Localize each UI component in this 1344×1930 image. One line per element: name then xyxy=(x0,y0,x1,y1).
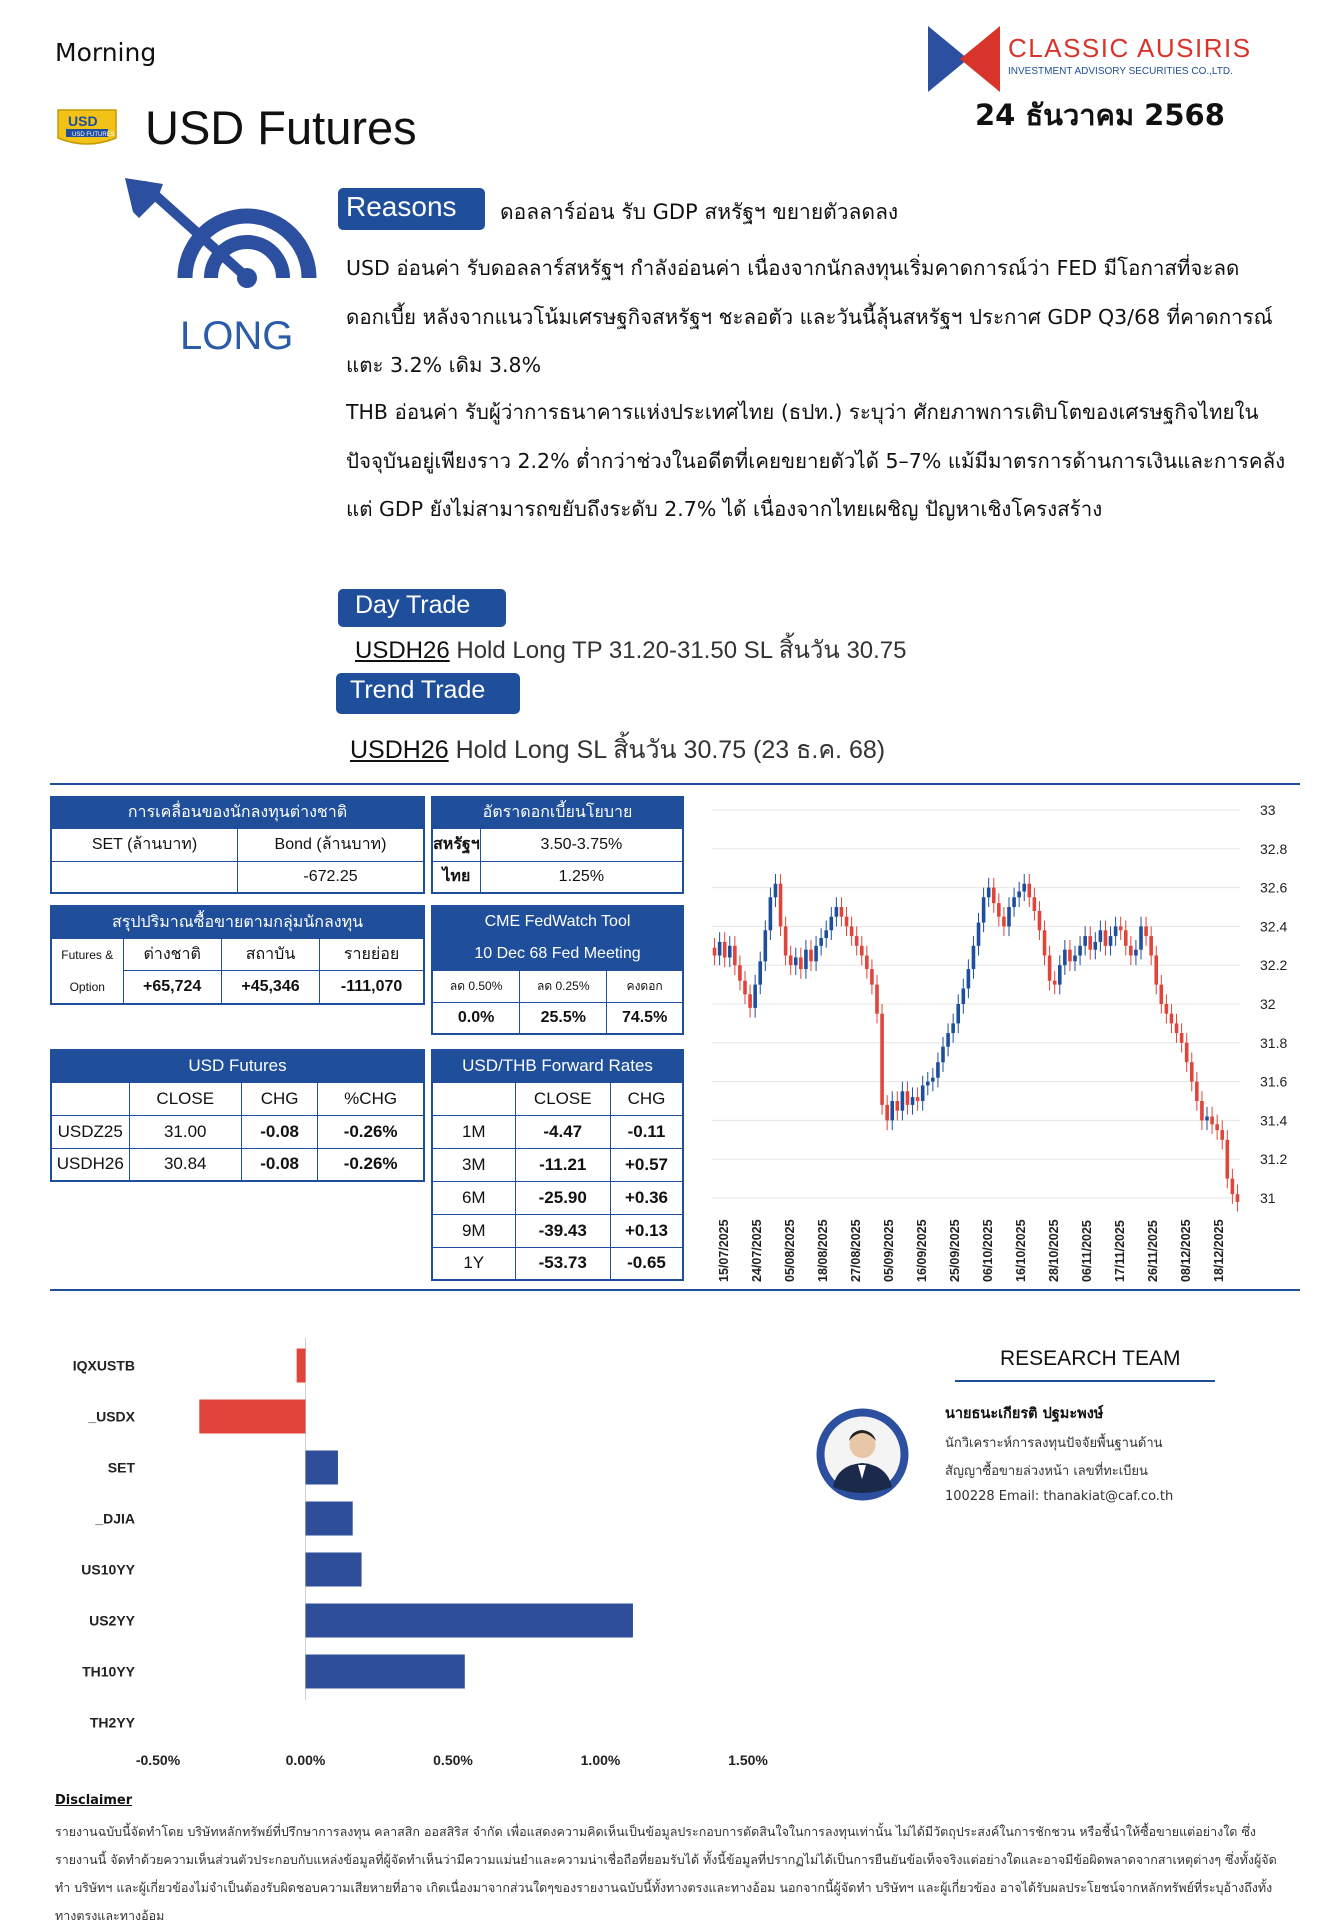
cut-25-value: 25.5% xyxy=(520,1002,607,1034)
svg-text:USD FUTURES: USD FUTURES xyxy=(72,132,115,138)
policy-rate-title: อัตราดอกเบี้ยนโยบาย xyxy=(432,797,683,828)
policy-rate-us-value: 3.50-3.75% xyxy=(480,828,683,861)
report-date: 24 ธันวาคม 2568 xyxy=(975,98,1225,132)
usd-futures-table xyxy=(50,1049,425,1182)
disclaimer-title: Disclaimer xyxy=(55,1793,133,1808)
disclaimer-text: รายงานฉบับนี้จัดทำโดย บริษัทหลักทรัพย์ที่ปรึกษาการลงทุน คลาสสิก ออสสิริส จำกัด เพื่อแสดงความคิดเห็นเป็นข้อมูลประกอบการตัดสินใจในการลงทุนเท่านั้น ไม่ได้มีวัตถุประสงค์ในการชักชวน หรือชี้นำให้ซื้อขายแต่อย่างใด ซึ่งรายงานนี้ จัดทำด้วยความเห็นส่วนตัวประกอบกับแหล่งข้อมูลที่ผู้จัดทำเห็นว่ามีความแม่นยำและความน่าเชื่อถือที่ยอมรับได้ ทั้งนี้ข้อมูลที่ปรากฏไม่ได้เป็นการยืนยันข้อเท็จจริงแต่อย่างใดและอาจมีข้อผิดพลาดจากสาเหตุต่างๆ ซึ่งทั้งผู้จัดทำ บริษัทฯ และผู้เกี่ยวข้องไม่จำเป็นต้องรับผิดชอบความเสียหายที่อาจ เกิดเนื่องมาจากส่วนใดๆของรายงานฉบับนี้ทั้งทางตรงและทางอ้อม นอกจากนี้ผู้จัดทำ บริษัทฯ และผู้เกี่ยวข้อง อาจได้รับผลประโยชน์จากหลักทรัพย์ที่ระบุอ้างถึงทั้งทางตรงและทางอ้อม xyxy=(55,1824,1277,1923)
candle-body xyxy=(809,950,813,962)
forward-header-blank xyxy=(432,1082,515,1115)
reasons-tag: Reasons xyxy=(338,188,485,230)
bar xyxy=(199,1400,305,1434)
candle-body xyxy=(1028,884,1032,898)
hold-value: 74.5% xyxy=(607,1002,683,1034)
retail-value: -111,070 xyxy=(320,971,424,1004)
research-team-divider xyxy=(955,1380,1215,1382)
candle-body xyxy=(982,897,986,922)
candle-body xyxy=(1215,1124,1219,1130)
candle-body xyxy=(1053,981,1057,985)
x-tick-label: 16/10/2025 xyxy=(1014,1219,1028,1282)
candle-body xyxy=(748,994,752,1008)
bar xyxy=(306,1502,353,1536)
candle-body xyxy=(977,923,981,946)
candle-body xyxy=(774,884,778,898)
fedwatch-subtitle: 10 Dec 68 Fed Meeting xyxy=(432,938,683,970)
market-change-bar-chart xyxy=(50,1320,810,1780)
y-tick-label: 31 xyxy=(1260,1190,1276,1206)
bar xyxy=(306,1655,465,1689)
table-row xyxy=(51,1148,424,1181)
row-close: 30.84 xyxy=(129,1148,242,1181)
candle-body xyxy=(1033,897,1037,911)
candle-body xyxy=(906,1091,910,1105)
y-tick-label: 32.8 xyxy=(1260,840,1288,857)
x-tick-label: 08/12/2025 xyxy=(1179,1219,1193,1282)
analyst-avatar xyxy=(815,1407,910,1502)
forward-close-header: CLOSE xyxy=(515,1082,610,1115)
forward-chg-header: CHG xyxy=(610,1082,683,1115)
candle-body xyxy=(1094,942,1098,950)
candle-body xyxy=(1195,1082,1199,1101)
bar-category-label: _USDX xyxy=(88,1408,135,1425)
candle-body xyxy=(1012,897,1016,907)
analyst-title: นักวิเคราะห์การลงทุนปัจจัยพื้นฐานด้าน xyxy=(945,1436,1163,1451)
candle-body xyxy=(870,969,874,985)
table-row xyxy=(432,1214,683,1247)
day-trade-symbol: USDH26 xyxy=(355,637,450,664)
reason-thb-paragraph: THB อ่อนค่า รับผู้ว่าการธนาคารแห่งประเทศไทย (ธปท.) ระบุว่า ศักยภาพการเติบโตของเศรษฐกิจไทยในปัจจุบันอยู่เพียงราว 2.2% ต่ำกว่าช่วงในอดีตที่เคยขยายตัวได้ 5–7% แม้มีมาตรการด้านการเงินและการคลัง แต่ GDP ยังไม่สามารถขยับถึงระดับ 2.7% ได้ เนื่องจากไทยเผชิญ ปัญหาเชิงโครงสร้าง xyxy=(346,400,1286,521)
candle-body xyxy=(921,1085,925,1101)
candle-body xyxy=(1048,956,1052,981)
candle-body xyxy=(1058,965,1062,984)
bar-category-label: TH10YY xyxy=(82,1663,135,1680)
fedwatch-title: CME FedWatch Tool xyxy=(432,906,683,938)
investor-summary-title: สรุปปริมาณซื้อขายตามกลุ่มนักลงทุน xyxy=(51,906,424,938)
row-close: 31.00 xyxy=(129,1115,242,1148)
candle-body xyxy=(1119,926,1123,930)
policy-rate-table xyxy=(431,796,684,894)
candle-body xyxy=(875,985,879,1014)
candle-body xyxy=(1134,950,1138,956)
bar xyxy=(306,1451,338,1485)
candle-body xyxy=(1200,1101,1204,1120)
analyst-license: สัญญาซื้อขายล่วงหน้า เลขที่ทะเบียน xyxy=(945,1464,1148,1479)
row-close: -25.90 xyxy=(515,1181,610,1214)
candle-body xyxy=(1114,926,1118,936)
candle-body xyxy=(723,942,727,958)
x-tick-label: 18/08/2025 xyxy=(816,1219,830,1282)
candle-body xyxy=(1210,1117,1214,1125)
futures-option-label-line2: Option xyxy=(69,979,105,994)
bond-value: -672.25 xyxy=(238,861,425,893)
candle-body xyxy=(916,1097,920,1101)
y-tick-label: 31.8 xyxy=(1260,1034,1288,1051)
candle-body xyxy=(738,965,742,981)
x-tick-label: 25/09/2025 xyxy=(948,1219,962,1282)
row-chg: -0.08 xyxy=(242,1115,318,1148)
usd-futures-badge-icon xyxy=(52,104,122,152)
candle-body xyxy=(972,946,976,969)
candle-body xyxy=(941,1047,945,1063)
candle-body xyxy=(1220,1130,1224,1140)
candle-body xyxy=(855,936,859,946)
row-chg: -0.11 xyxy=(610,1115,683,1148)
policy-rate-th-label: ไทย xyxy=(432,861,480,893)
y-tick-label: 32 xyxy=(1260,996,1276,1012)
candle-body xyxy=(819,938,823,946)
brand-name: CLASSIC AUSIRIS xyxy=(1008,33,1252,63)
policy-rate-th-value: 1.25% xyxy=(480,861,683,893)
candle-body xyxy=(1083,936,1087,946)
table-row xyxy=(432,1148,683,1181)
set-value xyxy=(51,861,238,893)
bar-category-label: IQXUSTB xyxy=(72,1357,135,1374)
brand-subtitle: INVESTMENT ADVISORY SECURITIES CO.,LTD. xyxy=(1008,66,1233,77)
candle-body xyxy=(880,1014,884,1105)
candle-body xyxy=(728,946,732,958)
candle-body xyxy=(1154,956,1158,985)
analyst-email[interactable]: 100228 Email: thanakiat@caf.co.th xyxy=(945,1489,1174,1504)
x-tick-label: 16/09/2025 xyxy=(915,1219,929,1282)
analyst-name: นายธนะเกียรติ ปฐมะพงษ์ xyxy=(945,1406,1104,1422)
day-trade-tag: Day Trade xyxy=(338,589,506,627)
row-close: -4.47 xyxy=(515,1115,610,1148)
logo-right-triangle xyxy=(960,26,1000,92)
candle-body xyxy=(1231,1179,1235,1195)
candle-body xyxy=(784,926,788,955)
policy-rate-us-label: สหรัฐฯ xyxy=(432,828,480,861)
row-pctchg: -0.26% xyxy=(318,1115,424,1148)
candle-body xyxy=(1205,1117,1209,1121)
candle-body xyxy=(865,956,869,970)
foreign-value: +65,724 xyxy=(123,971,221,1004)
trend-trade-text: Hold Long SL สิ้นวัน 30.75 (23 ธ.ค. 68) xyxy=(448,736,886,764)
candle-body xyxy=(1099,930,1103,942)
candle-body xyxy=(840,907,844,917)
candle-body xyxy=(794,957,798,965)
candle-body xyxy=(850,926,854,936)
bond-header: Bond (ล้านบาท) xyxy=(238,828,425,861)
y-tick-label: 31.4 xyxy=(1260,1112,1288,1129)
candle-body xyxy=(769,897,773,930)
bar-category-label: US2YY xyxy=(89,1612,135,1629)
session-label: Morning xyxy=(55,38,157,67)
candle-body xyxy=(896,1101,900,1111)
candle-body xyxy=(814,946,818,962)
x-tick-label: 26/11/2025 xyxy=(1146,1220,1160,1282)
candle-body xyxy=(962,988,966,1004)
candle-body xyxy=(997,903,1001,917)
candle-body xyxy=(804,950,808,969)
candle-body xyxy=(901,1091,905,1110)
x-tick-label: 24/07/2025 xyxy=(750,1219,764,1282)
research-team-title: RESEARCH TEAM xyxy=(1000,1347,1181,1370)
futures-option-label-line1: Futures & xyxy=(61,947,114,962)
candle-body xyxy=(1226,1140,1230,1179)
page-title: USD Futures xyxy=(145,101,417,154)
candle-body xyxy=(1129,946,1133,956)
forward-rates-table xyxy=(431,1049,684,1281)
set-header: SET (ล้านบาท) xyxy=(51,828,238,861)
candle-body xyxy=(824,930,828,938)
row-chg: +0.13 xyxy=(610,1214,683,1247)
row-tenor: 9M xyxy=(432,1214,515,1247)
retail-header: รายย่อย xyxy=(320,938,424,971)
x-tick-label: 18/12/2025 xyxy=(1212,1219,1226,1282)
candle-body xyxy=(936,1062,940,1078)
candle-body xyxy=(779,884,783,927)
candle-body xyxy=(911,1097,915,1105)
candle-body xyxy=(890,1101,894,1120)
bar xyxy=(297,1349,306,1383)
trend-trade-tag: Trend Trade xyxy=(336,673,520,714)
candle-body xyxy=(1017,891,1021,897)
candle-body xyxy=(799,957,803,969)
position-label: LONG xyxy=(180,314,294,358)
row-pctchg: -0.26% xyxy=(318,1148,424,1181)
candle-body xyxy=(764,930,768,961)
usd-futures-header-blank xyxy=(51,1082,129,1115)
candle-body xyxy=(1236,1194,1240,1202)
row-close: -39.43 xyxy=(515,1214,610,1247)
row-close: -53.73 xyxy=(515,1247,610,1280)
row-tenor: 6M xyxy=(432,1181,515,1214)
candle-body xyxy=(1038,911,1042,930)
candle-body xyxy=(743,981,747,995)
row-chg: -0.08 xyxy=(242,1148,318,1181)
futures-option-label xyxy=(51,938,123,1004)
candle-body xyxy=(1022,884,1026,892)
x-tick-label: 05/08/2025 xyxy=(783,1219,797,1282)
bar-category-label: TH2YY xyxy=(89,1714,135,1731)
candle-body xyxy=(733,946,737,965)
x-tick-label: 0.00% xyxy=(285,1752,326,1768)
candle-body xyxy=(860,946,864,956)
y-tick-label: 32.4 xyxy=(1260,918,1288,935)
candle-body xyxy=(967,969,971,988)
row-close: -11.21 xyxy=(515,1148,610,1181)
candle-body xyxy=(1175,1023,1179,1033)
y-tick-label: 31.6 xyxy=(1260,1073,1288,1090)
cut-50-value: 0.0% xyxy=(432,1002,520,1034)
candle-body xyxy=(1104,930,1108,946)
candle-body xyxy=(987,888,991,898)
trend-trade-recommendation xyxy=(350,730,885,770)
candle-body xyxy=(1124,930,1128,946)
x-tick-label: 1.50% xyxy=(728,1752,768,1768)
y-tick-label: 31.2 xyxy=(1260,1151,1288,1168)
y-tick-label: 33 xyxy=(1260,802,1276,818)
investor-summary-table xyxy=(50,905,425,1005)
table-row xyxy=(51,1115,424,1148)
x-tick-label: 28/10/2025 xyxy=(1047,1219,1061,1282)
fedwatch-table xyxy=(431,905,684,1035)
candle-body xyxy=(1190,1062,1194,1081)
hold-header: คงดอก xyxy=(607,970,683,1002)
day-trade-recommendation xyxy=(355,630,907,669)
x-tick-label: 15/07/2025 xyxy=(717,1219,731,1282)
candle-body xyxy=(1180,1033,1184,1043)
foreign-flow-table xyxy=(50,796,425,894)
row-chg: +0.36 xyxy=(610,1181,683,1214)
candle-body xyxy=(1063,950,1067,966)
candle-body xyxy=(1149,936,1153,955)
candle-body xyxy=(835,907,839,917)
candle-body xyxy=(1165,1004,1169,1014)
row-tenor: 1M xyxy=(432,1115,515,1148)
bar xyxy=(306,1553,362,1587)
x-tick-label: 1.00% xyxy=(580,1752,621,1768)
usd-futures-close-header: CLOSE xyxy=(129,1082,242,1115)
candle-body xyxy=(753,985,757,1008)
candle-body xyxy=(951,1023,955,1033)
candle-body xyxy=(1185,1043,1189,1062)
candle-body xyxy=(1088,936,1092,950)
candle-body xyxy=(1043,930,1047,955)
foreign-header: ต่างชาติ xyxy=(123,938,221,971)
row-symbol: USDZ25 xyxy=(51,1115,129,1148)
candle-body xyxy=(1160,985,1164,1004)
candle-body xyxy=(758,961,762,984)
foreign-flow-title: การเคลื่อนของนักลงทุนต่างชาติ xyxy=(51,797,424,828)
table-row xyxy=(432,1115,683,1148)
candle-body xyxy=(956,1004,960,1023)
table-row xyxy=(432,1247,683,1280)
candle-body xyxy=(789,956,793,966)
reasons-headline: ดอลลาร์อ่อน รับ GDP สหรัฐฯ ขยายตัวลดลง xyxy=(500,200,899,224)
x-tick-label: 27/08/2025 xyxy=(849,1219,863,1282)
x-tick-label: 06/10/2025 xyxy=(981,1219,995,1282)
usd-futures-title: USD Futures xyxy=(51,1050,424,1082)
cut-25-header: ลด 0.25% xyxy=(520,970,607,1002)
candle-body xyxy=(830,917,834,931)
candle-body xyxy=(1007,907,1011,926)
day-trade-text: Hold Long TP 31.20-31.50 SL สิ้นวัน 30.75 xyxy=(449,637,907,664)
x-tick-label: 05/09/2025 xyxy=(882,1219,896,1282)
section-divider-top xyxy=(50,783,1300,785)
section-divider-bottom xyxy=(50,1289,1300,1291)
usdthb-candlestick-chart xyxy=(700,790,1288,1290)
candle-body xyxy=(1109,936,1113,946)
candle-body xyxy=(1078,946,1082,956)
trend-trade-symbol: USDH26 xyxy=(350,736,449,764)
bar xyxy=(306,1604,633,1638)
candle-body xyxy=(946,1033,950,1047)
candle-body xyxy=(1068,950,1072,962)
bar-category-label: _DJIA xyxy=(95,1510,135,1527)
candle-body xyxy=(1002,917,1006,927)
table-row xyxy=(432,1181,683,1214)
candle-body xyxy=(845,917,849,927)
candle-body xyxy=(1073,956,1077,962)
usd-futures-chg-header: CHG xyxy=(242,1082,318,1115)
row-chg: +0.57 xyxy=(610,1148,683,1181)
svg-text:USD: USD xyxy=(68,113,98,129)
reason-usd-paragraph: USD อ่อนค่า รับดอลลาร์สหรัฐฯ กำลังอ่อนค่า เนื่องจากนักลงทุนเริ่มคาดการณ์ว่า FED มีโอกาสที่จะลดดอกเบี้ย หลังจากแนวโน้มเศรษฐกิจสหรัฐฯ ชะลอตัว และวันนี้ลุ้นสหรัฐฯ ประกาศ GDP Q3/68 ที่คาดการณ์แตะ 3.2% เดิม 3.8% xyxy=(346,256,1273,377)
candle-body xyxy=(1144,926,1148,936)
bar-category-label: SET xyxy=(107,1459,135,1476)
institution-value: +45,346 xyxy=(221,971,319,1004)
row-symbol: USDH26 xyxy=(51,1148,129,1181)
x-tick-label: 17/11/2025 xyxy=(1113,1220,1127,1282)
candle-body xyxy=(885,1105,889,1121)
candle-body xyxy=(931,1078,935,1082)
institution-header: สถาบัน xyxy=(221,938,319,971)
cut-50-header: ลด 0.50% xyxy=(432,970,520,1002)
candle-body xyxy=(992,888,996,904)
candle-body xyxy=(1139,926,1143,949)
x-tick-label: 06/11/2025 xyxy=(1080,1220,1094,1282)
x-tick-label: 0.50% xyxy=(433,1752,473,1768)
bar-category-label: US10YY xyxy=(81,1561,135,1578)
row-tenor: 3M xyxy=(432,1148,515,1181)
y-tick-label: 32.2 xyxy=(1260,957,1288,974)
candle-body xyxy=(713,948,717,956)
usd-futures-pctchg-header: %CHG xyxy=(318,1082,424,1115)
row-chg: -0.65 xyxy=(610,1247,683,1280)
candle-body xyxy=(926,1082,930,1086)
target-icon xyxy=(125,178,320,293)
y-tick-label: 32.6 xyxy=(1260,879,1288,896)
candle-body xyxy=(718,942,722,956)
forward-rates-title: USD/THB Forward Rates xyxy=(432,1050,683,1082)
candle-body xyxy=(1170,1014,1174,1024)
row-tenor: 1Y xyxy=(432,1247,515,1280)
x-tick-label: -0.50% xyxy=(135,1752,181,1768)
